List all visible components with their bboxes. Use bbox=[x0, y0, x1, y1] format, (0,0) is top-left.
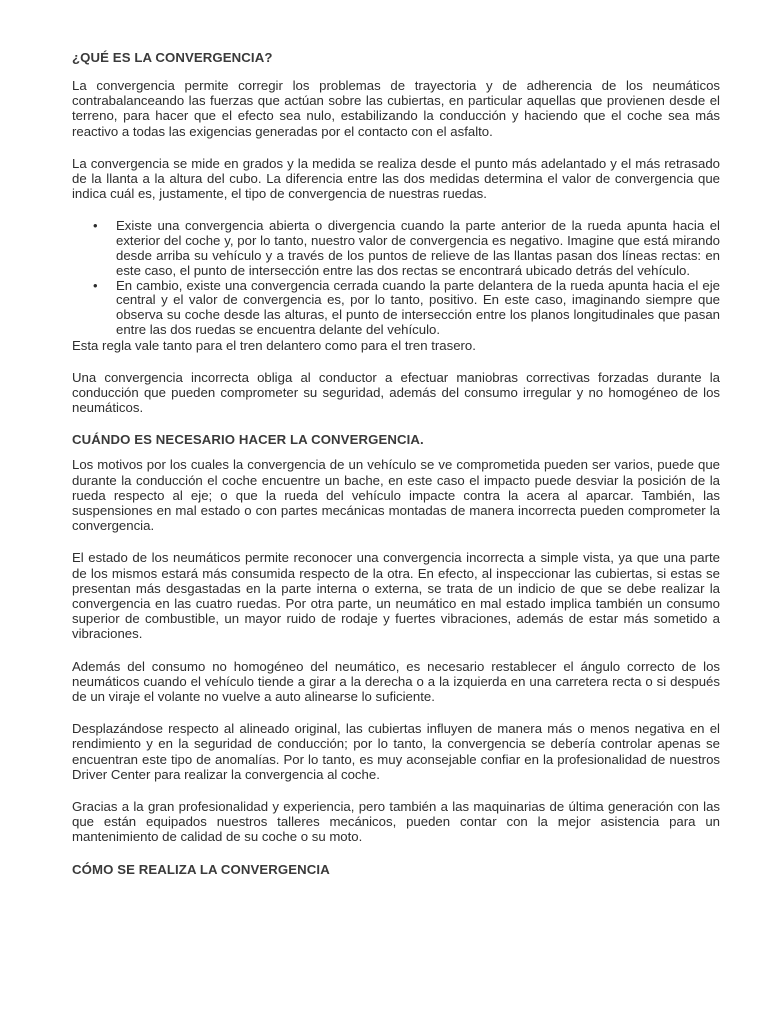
section-heading-cuando: CUÁNDO ES NECESARIO HACER LA CONVERGENCIA. bbox=[72, 432, 424, 448]
paragraph-intro: La convergencia permite corregir los problemas de trayectoria y de adherencia de los neumáticos contrabalanceando las fuerzas que actúan sobre las cubiertas, en particular aquellas que provienen desde el terreno, para hacer que el efecto sea nulo, estabilizando la conducción y haciendo que el coche sea más reactivo a todas las exigencias generadas por el contacto con el asfalto. bbox=[72, 78, 720, 139]
bullet-item-cerrada bbox=[72, 279, 720, 338]
paragraph-estado-neumaticos: El estado de los neumáticos permite reconocer una convergencia incorrecta a simple vista, ya que una parte de los mismos estará más consumida respecto de la otra. En efecto, al inspeccionar las cubiertas, si estas se presentan más desgastadas en la parte interna o externa, se trata de un indicio de que se debe realizar la convergencia en las cuatro ruedas. Por otra parte, un neumático en mal estado implica también un consumo superior de combustible, un mayor ruido de rodaje y fuertes vibraciones, además de estar más sometido a vibraciones. bbox=[72, 550, 720, 642]
paragraph-motivos: Los motivos por los cuales la convergencia de un vehículo se ve comprometida pueden ser varios, puede que durante la conducción el coche encuentre un bache, en este caso el impacto puede desviar la posición de la rueda respecto al eje; o que la rueda del vehículo impacte contra la acera al aparcar. También, las suspensiones en mal estado o con partes mecánicas montadas de manera incorrecta pueden comprometer la convergencia. bbox=[72, 457, 720, 534]
bullet-text: En cambio, existe una convergencia cerrada cuando la parte delantera de la rueda apunta hacia el eje central y el valor de convergencia es, por lo tanto, positivo. En este caso, imaginando siempre que observa su coche desde las alturas, el punto de intersección entre los planos longitudinales que pasan entre las dos ruedas se encuentra delante del vehículo. bbox=[116, 277, 720, 337]
paragraph-medida: La convergencia se mide en grados y la medida se realiza desde el punto más adelantado y el más retrasado de la llanta a la altura del cubo. La diferencia entre las dos medidas determina el valor de convergencia que indica cuál es, justamente, el tipo de convergencia de nuestras ruedas. bbox=[72, 155, 720, 202]
bullet-list bbox=[72, 219, 720, 337]
bullet-icon: • bbox=[93, 277, 98, 293]
section-heading-que-es: ¿QUÉ ES LA CONVERGENCIA? bbox=[72, 50, 273, 65]
paragraph-consumo: Además del consumo no homogéneo del neumático, es necesario restablecer el ángulo correcto de los neumáticos cuando el vehículo tiende a girar a la derecha o a la izquierda en una carretera recta o si después de un viraje el volante no vuelve a auto alinearse lo suficiente. bbox=[72, 658, 720, 705]
section-heading-como: CÓMO SE REALIZA LA CONVERGENCIA bbox=[72, 861, 330, 877]
paragraph-gracias: Gracias a la gran profesionalidad y experiencia, pero también a las maquinarias de última generación con las que están equipados nuestros talleres mecánicos, pueden contar con la mejor asistencia para un mantenimiento de calidad de su coche o su moto. bbox=[72, 799, 720, 845]
bullet-icon: • bbox=[93, 218, 98, 234]
document-page bbox=[72, 50, 720, 890]
paragraph-incorrecta: Una convergencia incorrecta obliga al conductor a efectuar maniobras correctivas forzadas durante la conducción que pueden comprometer su seguridad, además del consumo irregular y no homogéneo de los neumáticos. bbox=[72, 369, 720, 416]
bullet-text: Existe una convergencia abierta o divergencia cuando la parte anterior de la rueda apunta hacia el exterior del coche y, por lo tanto, nuestro valor de convergencia es negativo. Imagine que está mirando desde arriba su vehículo y a través de los puntos de relieve de las llantas pasan dos líneas rectas: en este caso, el punto de intersección entre las dos rectas se encontrará ubicado detrás del vehículo. bbox=[116, 218, 720, 278]
paragraph-desplazandose: Desplazándose respecto al alineado original, las cubiertas influyen de manera más o menos negativa en el rendimiento y en la seguridad de conducción; por lo tanto, la convergencia se debería controlar apenas se encuentran este tipo de anomalías. Por lo tanto, es muy aconsejable confiar en la profesionalidad de nuestros Driver Center para realizar la convergencia al coche. bbox=[72, 721, 720, 782]
paragraph-regla: Esta regla vale tanto para el tren delantero como para el tren trasero. bbox=[72, 337, 476, 353]
bullet-item-divergencia bbox=[72, 219, 720, 278]
